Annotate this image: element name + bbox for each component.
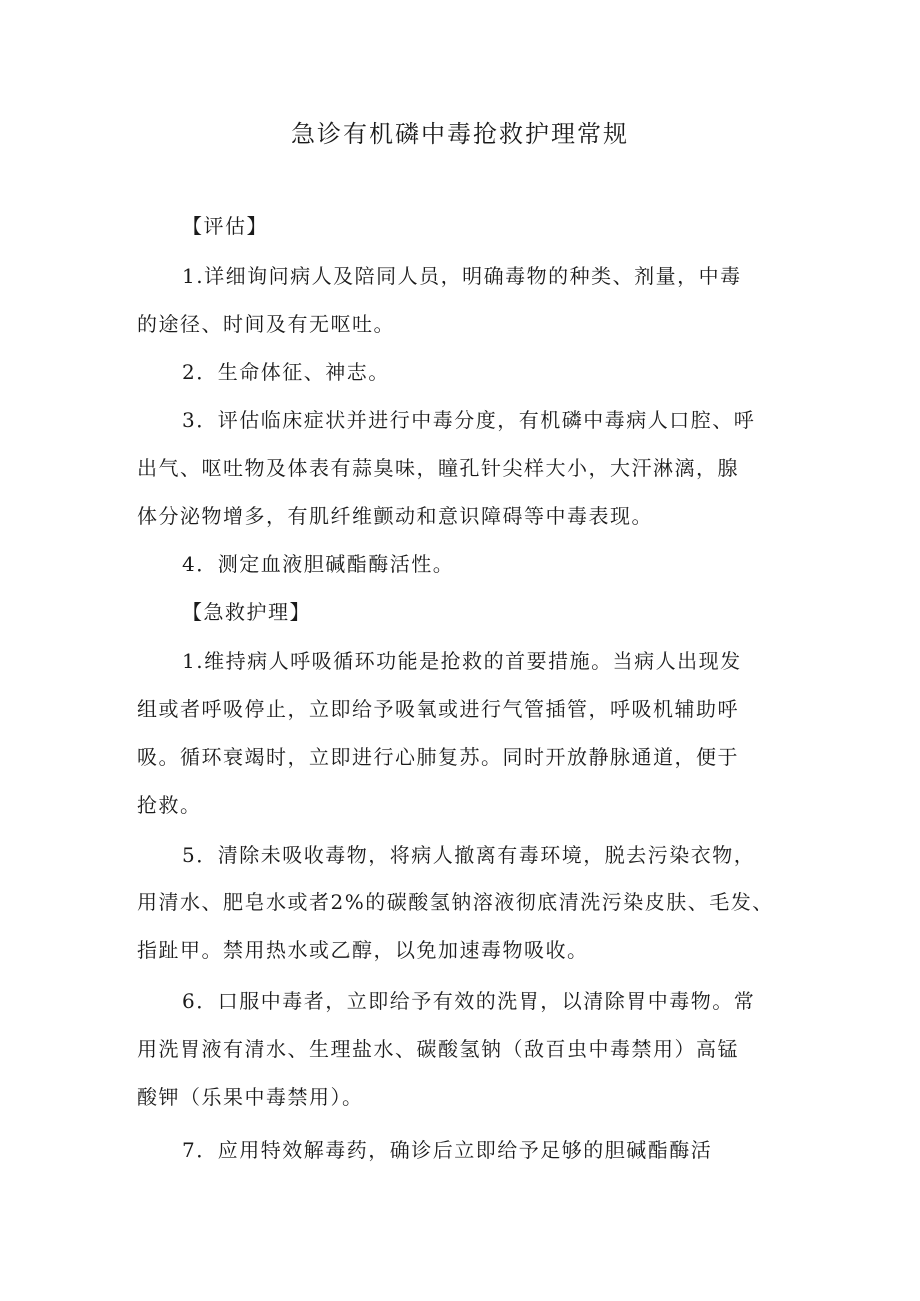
paragraph-line: 的途径、时间及有无呕吐。 xyxy=(137,312,395,336)
paragraph-line: 用洗胃液有清水、生理盐水、碳酸氢钠（敌百虫中毒禁用）高锰 xyxy=(137,1037,739,1061)
paragraph-line: 4．测定血液胆碱酯酶活性。 xyxy=(182,552,455,576)
section-heading-emergency-care: 【急救护理】 xyxy=(182,600,311,624)
paragraph-line: 吸。循环衰竭时，立即进行心肺复苏。同时开放静脉通道，便于 xyxy=(137,745,739,769)
paragraph-line: 用清水、肥皂水或者2%的碳酸氢钠溶液彻底清洗污染皮肤、毛发、 xyxy=(137,890,774,914)
paragraph-line: 1.维持病人呼吸循环功能是抢救的首要措施。当病人出现发 xyxy=(182,649,742,673)
paragraph-line: 酸钾（乐果中毒禁用）。 xyxy=(137,1085,364,1109)
paragraph-line: 2．生命体征、神志。 xyxy=(182,360,390,384)
section-heading-assessment: 【评估】 xyxy=(182,214,268,238)
paragraph-line: 指趾甲。禁用热水或乙醇，以免加速毒物吸收。 xyxy=(137,938,589,962)
paragraph-line: 抢救。 xyxy=(137,793,202,817)
paragraph-line: 7．应用特效解毒药，确诊后立即给予足够的胆碱酯酶活 xyxy=(182,1138,713,1162)
paragraph-line: 组或者呼吸停止，立即给予吸氧或进行气管插管，呼吸机辅助呼 xyxy=(137,697,739,721)
paragraph-line: 6．口服中毒者，立即给予有效的洗胃，以清除胃中毒物。常 xyxy=(182,989,756,1013)
paragraph-line: 体分泌物增多，有肌纤维颤动和意识障碍等中毒表现。 xyxy=(137,504,653,528)
paragraph-line: 5．清除未吸收毒物，将病人撤离有毒环境，脱去污染衣物， xyxy=(182,843,756,867)
paragraph-line: 3．评估临床症状并进行中毒分度，有机磷中毒病人口腔、呼 xyxy=(182,408,756,432)
paragraph-line: 出气、呕吐物及体表有蒜臭味，瞳孔针尖样大小，大汗淋漓，腺 xyxy=(137,456,739,480)
document-title: 急诊有机磷中毒抢救护理常规 xyxy=(291,120,629,148)
paragraph-line: 1.详细询问病人及陪同人员，明确毒物的种类、剂量，中毒 xyxy=(182,264,742,288)
